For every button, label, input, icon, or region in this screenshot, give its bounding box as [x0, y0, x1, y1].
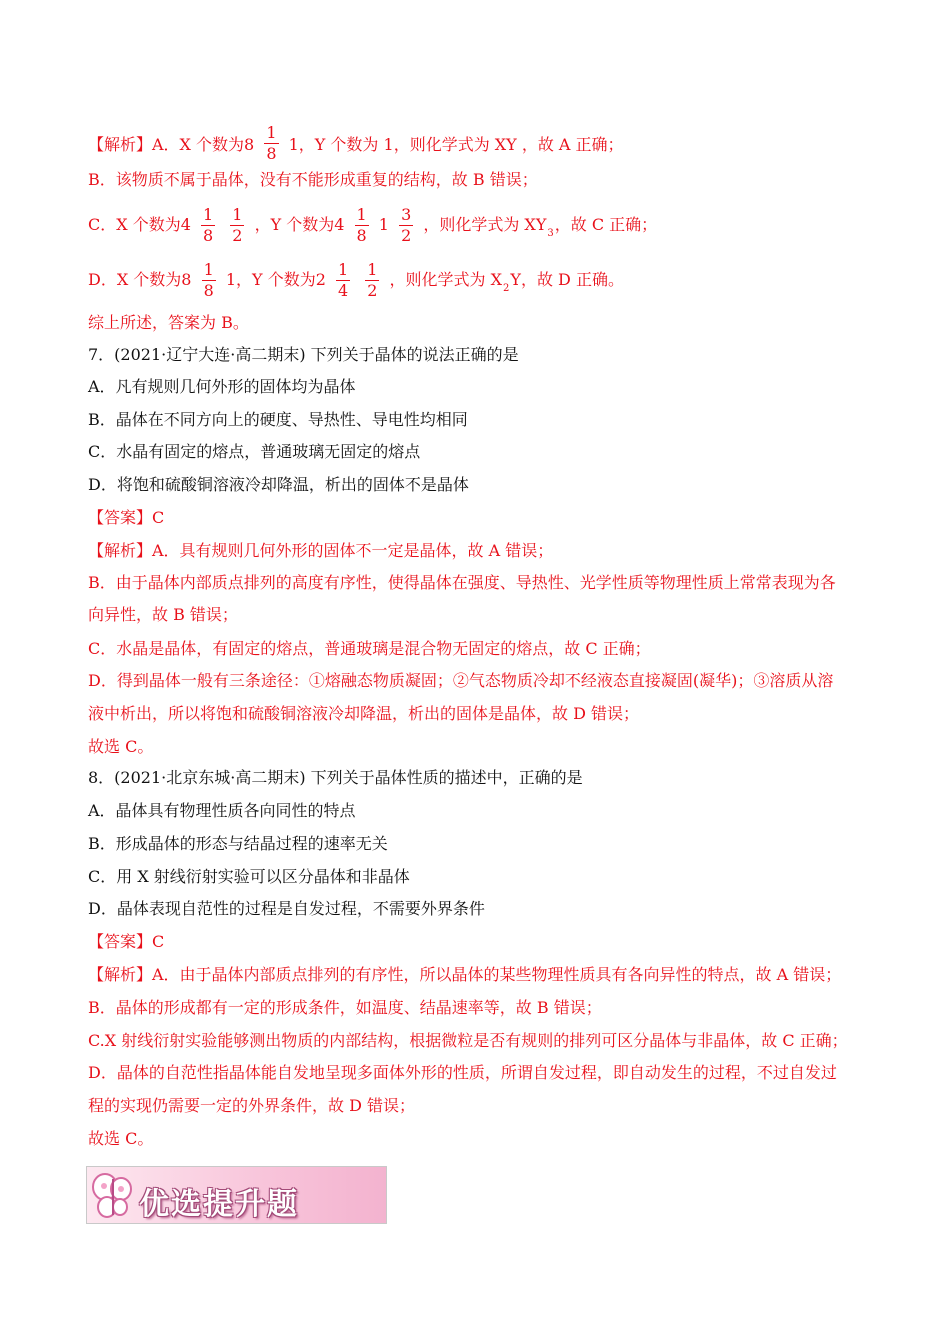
q8-option-b: B．形成晶体的形态与结晶过程的速率无关 [88, 834, 388, 853]
q7-option-a: A．凡有规则几何外形的固体均为晶体 [88, 377, 356, 396]
fraction: $\frac{3}{2}$ [401, 205, 412, 245]
q8-option-d: D．晶体表现自范性的过程是自发过程，不需要外界条件 [88, 899, 485, 918]
text: 1 [378, 215, 389, 234]
q6-analysis-c [88, 205, 657, 246]
q8-analysis-line: 故选 C。 [88, 1129, 154, 1148]
q7-answer: 【答案】C [88, 508, 165, 527]
q7-analysis-line: 故选 C。 [88, 737, 154, 756]
section-banner [86, 1166, 387, 1224]
q8-answer: 【答案】C [88, 932, 165, 951]
q8-analysis-line: D．晶体的自范性指晶体能自发地呈现多面体外形的性质，所谓自发过程，即自动发生的过程，不过自发过 [88, 1063, 837, 1082]
subscript: 3 [547, 228, 554, 239]
text: 【解析】A．X 个数为8 [88, 135, 255, 154]
fraction: $\frac{1}{8}$ [266, 123, 277, 163]
q7-analysis-line: 向异性，故 B 错误； [88, 605, 238, 624]
text: ，则化学式为 X [389, 270, 503, 289]
text: 1，Y 个数为2 [225, 270, 326, 289]
q7-option-b: B．晶体在不同方向上的硬度、导热性、导电性均相同 [88, 410, 468, 429]
q7-stem: 7．(2021·辽宁大连·高二期末) 下列关于晶体的说法正确的是 [88, 345, 519, 364]
q8-analysis-line: 程的实现仍需要一定的外界条件，故 D 错误； [88, 1096, 416, 1115]
q6-summary: 综上所述，答案为 B。 [88, 313, 249, 332]
text: ，Y 个数为4 [254, 215, 345, 234]
q6-analysis-d [88, 260, 624, 301]
q8-analysis-line: C.X 射线衍射实验能够测出物质的内部结构，根据微粒是否有规则的排列可区分晶体与非晶体，故 C 正确； [88, 1031, 848, 1050]
text: ，故 C 正确； [554, 215, 658, 234]
q8-analysis-line: B．晶体的形成都有一定的形成条件，如温度、结晶速率等，故 B 错误； [88, 998, 602, 1017]
text: 1，Y 个数为 1，则化学式为 XY ，故 A 正确； [288, 135, 624, 154]
q7-option-d: D．将饱和硫酸铜溶液冷却降温，析出的固体不是晶体 [88, 475, 469, 494]
q7-option-c: C．水晶有固定的熔点，普通玻璃无固定的熔点 [88, 442, 421, 461]
q8-stem: 8．(2021·北京东城·高二期末) 下列关于晶体性质的描述中，正确的是 [88, 768, 583, 787]
banner-title: 优选提升题 [139, 1187, 299, 1222]
q8-option-c: C．用 X 射线衍射实验可以区分晶体和非晶体 [88, 867, 410, 886]
text: ，则化学式为 XY [423, 215, 547, 234]
subscript: 2 [503, 283, 510, 294]
fraction: $\frac{1}{8}$ [203, 260, 214, 300]
fraction: $\frac{1}{2}$ [232, 205, 243, 245]
text: Y，故 D 正确。 [510, 270, 624, 289]
fraction: $\frac{1}{8}$ [203, 205, 214, 245]
q7-analysis-line: B．由于晶体内部质点排列的高度有序性，使得晶体在强度、导热性、光学性质等物理性质上常常表现为各 [88, 573, 836, 592]
q7-analysis-line: 【解析】A．具有规则几何外形的固体不一定是晶体，故 A 错误； [88, 541, 554, 560]
fraction: $\frac{1}{4}$ [337, 260, 349, 300]
butterfly-icon [91, 1171, 139, 1221]
text: C．X 个数为4 [88, 215, 191, 234]
fraction: $\frac{1}{8}$ [356, 205, 367, 245]
q8-option-a: A．晶体具有物理性质各向同性的特点 [88, 801, 356, 820]
q8-analysis-line: 【解析】A．由于晶体内部质点排列的有序性，所以晶体的某些物理性质具有各向异性的特点，故 A 错误； [88, 965, 842, 984]
q7-analysis-line: D．得到晶体一般有三条途径：①熔融态物质凝固；②气态物质冷却不经液态直接凝固(凝华)；③溶质从溶 [88, 671, 834, 690]
q7-analysis-line: C．水晶是晶体，有固定的熔点，普通玻璃是混合物无固定的熔点，故 C 正确； [88, 639, 651, 658]
text: D．X 个数为8 [88, 270, 192, 289]
q7-analysis-line: 液中析出，所以将饱和硫酸铜溶液冷却降温，析出的固体是晶体，故 D 错误； [88, 704, 640, 723]
fraction: $\frac{1}{2}$ [367, 260, 378, 300]
q6-analysis-a [88, 125, 624, 166]
q6-analysis-b: B．该物质不属于晶体，没有不能形成重复的结构，故 B 错误； [88, 170, 538, 189]
